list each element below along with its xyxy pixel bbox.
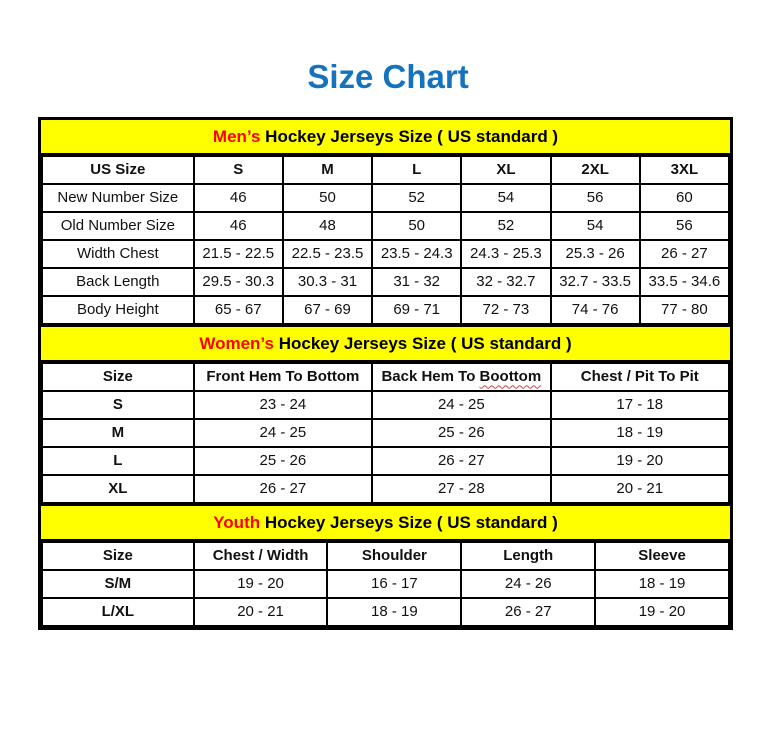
size-value: 20 - 21 — [551, 475, 729, 503]
size-value: 26 - 27 — [461, 598, 595, 626]
row-label: Width Chest — [42, 240, 194, 268]
size-value: 24 - 26 — [461, 570, 595, 598]
youth-column-header: Chest / Width — [194, 542, 328, 570]
size-value: 56 — [551, 184, 640, 212]
row-label: L — [42, 447, 194, 475]
size-value: 60 — [640, 184, 729, 212]
row-label: New Number Size — [42, 184, 194, 212]
youth-column-header: Shoulder — [327, 542, 461, 570]
youth-column-header: Length — [461, 542, 595, 570]
size-chart-block — [38, 117, 733, 630]
size-value: 72 - 73 — [461, 296, 550, 324]
size-value: 32.7 - 33.5 — [551, 268, 640, 296]
youth-data-row — [42, 598, 729, 626]
size-value: 29.5 - 30.3 — [194, 268, 283, 296]
mens-data-row — [42, 240, 729, 268]
mens-size-table — [41, 155, 730, 325]
mens-banner-highlight: Men’s — [212, 127, 261, 147]
size-value: 18 - 19 — [595, 570, 729, 598]
youth-banner-text: Hockey Jerseys Size ( US standard ) — [260, 513, 558, 533]
youth-section-banner — [41, 504, 730, 541]
mens-data-row — [42, 212, 729, 240]
womens-data-row — [42, 419, 729, 447]
youth-data-row — [42, 570, 729, 598]
size-value: 22.5 - 23.5 — [283, 240, 372, 268]
size-value: 19 - 20 — [595, 598, 729, 626]
size-value: 77 - 80 — [640, 296, 729, 324]
womens-data-row — [42, 475, 729, 503]
size-value: 56 — [640, 212, 729, 240]
mens-banner-text: Hockey Jerseys Size ( US standard ) — [260, 127, 559, 147]
mens-header-row — [42, 156, 729, 184]
mens-data-row — [42, 184, 729, 212]
size-value: 24 - 25 — [194, 419, 372, 447]
size-value: 23.5 - 24.3 — [372, 240, 461, 268]
size-value: 25.3 - 26 — [551, 240, 640, 268]
mens-column-header: S — [194, 156, 283, 184]
size-value: 24.3 - 25.3 — [461, 240, 550, 268]
size-value: 26 - 27 — [194, 475, 372, 503]
size-value: 25 - 26 — [194, 447, 372, 475]
womens-banner-highlight: Women’s — [199, 334, 274, 354]
size-value: 24 - 25 — [372, 391, 550, 419]
size-value: 54 — [551, 212, 640, 240]
youth-column-header: Sleeve — [595, 542, 729, 570]
youth-column-header: Size — [42, 542, 194, 570]
size-value: 48 — [283, 212, 372, 240]
womens-section-banner — [41, 325, 730, 362]
womens-data-row — [42, 447, 729, 475]
size-value: 50 — [372, 212, 461, 240]
row-label: S — [42, 391, 194, 419]
mens-column-header: XL — [461, 156, 550, 184]
size-value: 52 — [372, 184, 461, 212]
youth-header-row — [42, 542, 729, 570]
size-value: 50 — [283, 184, 372, 212]
size-value: 67 - 69 — [283, 296, 372, 324]
youth-size-table — [41, 541, 730, 627]
size-value: 27 - 28 — [372, 475, 550, 503]
size-value: 18 - 19 — [551, 419, 729, 447]
size-value: 19 - 20 — [194, 570, 328, 598]
womens-column-header: Chest / Pit To Pit — [551, 363, 729, 391]
size-value: 31 - 32 — [372, 268, 461, 296]
size-value: 30.3 - 31 — [283, 268, 372, 296]
womens-column-header: Size — [42, 363, 194, 391]
row-label: M — [42, 419, 194, 447]
row-label: L/XL — [42, 598, 194, 626]
size-chart-page — [0, 56, 776, 630]
row-label: Body Height — [42, 296, 194, 324]
womens-size-table — [41, 362, 730, 504]
mens-column-header: L — [372, 156, 461, 184]
size-value: 46 — [194, 184, 283, 212]
row-label: Back Length — [42, 268, 194, 296]
size-value: 46 — [194, 212, 283, 240]
header-text: Back Hem To — [381, 368, 480, 386]
row-label: Old Number Size — [42, 212, 194, 240]
size-value: 69 - 71 — [372, 296, 461, 324]
size-value: 74 - 76 — [551, 296, 640, 324]
womens-banner-text: Hockey Jerseys Size ( US standard ) — [273, 334, 572, 354]
mens-column-header: US Size — [42, 156, 194, 184]
mens-data-row — [42, 268, 729, 296]
size-value: 23 - 24 — [194, 391, 372, 419]
size-value: 21.5 - 22.5 — [194, 240, 283, 268]
size-value: 19 - 20 — [551, 447, 729, 475]
mens-section-banner — [41, 120, 730, 155]
size-value: 17 - 18 — [551, 391, 729, 419]
size-value: 33.5 - 34.6 — [640, 268, 729, 296]
size-value: 26 - 27 — [640, 240, 729, 268]
size-value: 54 — [461, 184, 550, 212]
size-value: 25 - 26 — [372, 419, 550, 447]
misspelled-word-wavy-underline: Boottom — [479, 368, 542, 386]
womens-data-row — [42, 391, 729, 419]
size-value: 26 - 27 — [372, 447, 550, 475]
row-label: XL — [42, 475, 194, 503]
womens-column-header — [372, 363, 550, 391]
womens-header-row — [42, 363, 729, 391]
mens-column-header: 2XL — [551, 156, 640, 184]
page-title: Size Chart — [307, 58, 469, 95]
mens-column-header: M — [283, 156, 372, 184]
youth-banner-highlight: Youth — [213, 513, 261, 533]
womens-column-header: Front Hem To Bottom — [194, 363, 372, 391]
size-value: 52 — [461, 212, 550, 240]
size-value: 32 - 32.7 — [461, 268, 550, 296]
mens-column-header: 3XL — [640, 156, 729, 184]
mens-data-row — [42, 296, 729, 324]
size-value: 65 - 67 — [194, 296, 283, 324]
size-value: 16 - 17 — [327, 570, 461, 598]
size-value: 20 - 21 — [194, 598, 328, 626]
size-value: 18 - 19 — [327, 598, 461, 626]
row-label: S/M — [42, 570, 194, 598]
